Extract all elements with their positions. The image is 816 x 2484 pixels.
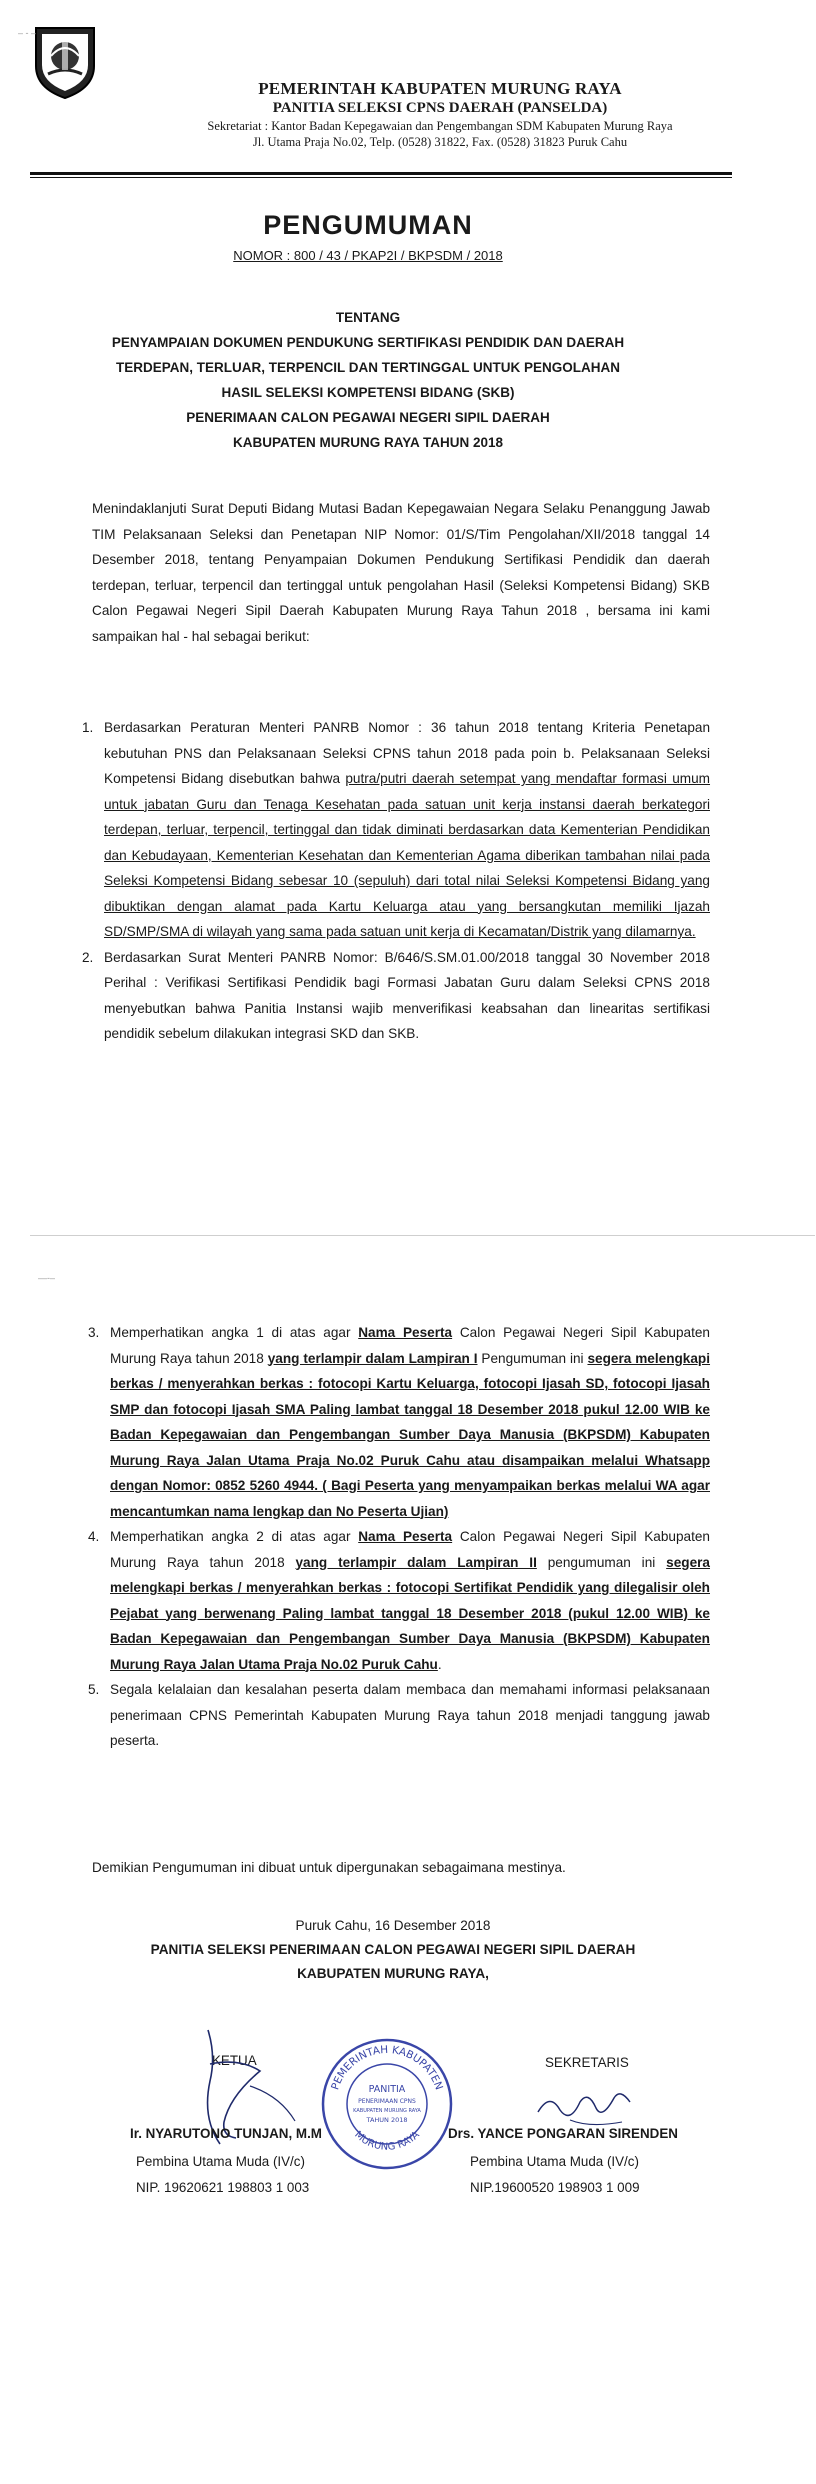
list-item <box>82 945 710 1047</box>
letterhead <box>120 78 760 150</box>
item-text <box>110 1524 710 1677</box>
secretariat-address: Sekretariat : Kantor Badan Kepegawaian dan Pengembangan SDM Kabupaten Murung Raya <box>207 119 673 133</box>
item-text-plain: pengumuman ini <box>536 1554 667 1570</box>
ketua-name: Ir. NYARUTONO TUNJAN, M.M <box>130 2126 322 2141</box>
item-text-plain: Memperhatikan angka 2 di atas agar <box>110 1529 359 1544</box>
document-number: NOMOR : 800 / 43 / PKAP2I / BKPSDM / 2018 <box>233 248 503 263</box>
item-text: Segala kelalaian dan kesalahan peserta dalam membaca dan memahami informasi pelaksanaan penerimaan CPNS Pemerintah Kabupaten Murung Raya tahun 2018 menjadi tanggung jawab peserta. <box>110 1682 710 1748</box>
item-text-underlined: Nama Peserta <box>358 1325 453 1340</box>
contact-address: Jl. Utama Praja No.02, Telp. (0528) 31822, Fax. (0528) 31823 Puruk Cahu <box>252 135 628 149</box>
official-stamp <box>318 2035 456 2173</box>
item-number: 5. <box>88 1682 100 1697</box>
committee-name-block <box>70 1938 716 1986</box>
item-text-underlined: yang terlampir dalam Lampiran II <box>295 1554 537 1570</box>
item-text-plain: . <box>437 1656 442 1672</box>
item-text-plain: Calon Pegawai Negeri Sipil Kabupaten Murung Raya tahun 2018 <box>110 1325 710 1366</box>
item-number: 3. <box>88 1325 100 1340</box>
regency-logo <box>32 22 98 100</box>
closing-paragraph: Demikian Pengumuman ini dibuat untuk dipergunakan sebagaimana mestinya. <box>92 1860 566 1875</box>
ketua-rank: Pembina Utama Muda (IV/c) <box>136 2154 305 2169</box>
numbered-list-part2 <box>88 1320 710 1754</box>
subject-block <box>70 305 666 455</box>
letterhead-rule-thin <box>30 177 732 178</box>
stamp-line: KABUPATEN MURUNG RAYA <box>353 2108 421 2114</box>
item-number: 4. <box>88 1529 100 1544</box>
sekretaris-nip: NIP.19600520 198903 1 009 <box>470 2180 640 2195</box>
scan-mark: – ‑ – <box>18 28 37 38</box>
ketua-nip: NIP. 19620621 198803 1 003 <box>136 2180 310 2195</box>
ketua-role: KETUA <box>212 2053 257 2068</box>
sekretaris-role: SEKRETARIS <box>545 2055 629 2070</box>
item-text-underlined: segera melengkapi berkas / menyerahkan berkas : fotocopi Kartu Keluarga, fotocopi Ijasah SD, fotocopi Ijasah SMP dan fotocopi Ijasah SMA Paling lambat tanggal 18 Desember 2018 pukul 12.00 WIB ke Badan Kepegawaian dan Pengembangan Sumber Daya Manusia (BKPSDM) Kabupaten Murung Raya Jalan Utama Praja No.02 Puruk Cahu atau disampaikan melalui Whatsapp dengan Nomor: 0852 5260 4944. ( Bagi Peserta yang menyampaikan berkas melalui WA agar mencantumkan nama lengkap dan No Peserta Ujian) <box>110 1350 711 1519</box>
item-number: 1. <box>82 720 94 735</box>
list-item <box>82 715 710 945</box>
list-item <box>88 1524 710 1677</box>
numbered-list-part1 <box>82 715 710 1047</box>
list-item <box>88 1677 710 1754</box>
item-text-plain: Memperhatikan angka 1 di atas agar <box>110 1325 359 1340</box>
committee-name: PANITIA SELEKSI CPNS DAERAH (PANSELDA) <box>272 100 608 116</box>
subject-line: HASIL SELEKSI KOMPETENSI BIDANG (SKB) <box>221 385 515 400</box>
subject-line: TERDEPAN, TERLUAR, TERPENCIL DAN TERTINGGAL UNTUK PENGOLAHAN <box>115 360 620 375</box>
sekretaris-rank: Pembina Utama Muda (IV/c) <box>470 2154 639 2169</box>
item-text-plain: Berdasarkan Peraturan Menteri PANRB Nomor : 36 tahun 2018 tentang Kriteria Penetapan kebutuhan PNS dan Pelaksanaan Seleksi CPNS tahun 2018 pada poin b. Pelaksanaan Seleksi Kompetensi Bidang disebutkan bahwa <box>104 720 710 786</box>
intro-paragraph: Menindaklanjuti Surat Deputi Bidang Mutasi Badan Kepegawaian Negara Selaku Penanggung Jawab TIM Pelaksanaan Seleksi dan Penetapan NIP Nomor: 01/S/Tim Pengolahan/XII/2018 tanggal 14 Desember 2018, tentang Penyampaian Dokumen Pendukung Sertifikasi Pendidik dan daerah terdepan, terluar, terpencil dan tertinggal untuk pengolahan Hasil (Seleksi Kompetensi Bidang) SKB Calon Pegawai Negeri Sipil Daerah Kabupaten Murung Raya Tahun 2018 , bersama ini kami sampaikan hal - hal sebagai berikut: <box>92 501 710 644</box>
stamp-line: PANITIA <box>368 2084 406 2095</box>
item-text-underlined: segera melengkapi berkas / menyerahkan berkas : fotocopi Sertifikat Pendidik yang dilegalisir oleh Pejabat yang berwenang Paling lambat tanggal 18 Desember 2018 (pukul 12.00 WIB) ke Badan Kepegawaian dan Pengembangan Sumber Daya Manusia (BKPSDM) Kabupaten Murung Raya Jalan Utama Praja No.02 Puruk Cahu <box>110 1554 710 1672</box>
sekretaris-name: Drs. YANCE PONGARAN SIRENDEN <box>448 2126 678 2141</box>
document-title: PENGUMUMAN <box>263 210 473 240</box>
stamp-bottom-text: MURUNG RAYA <box>352 2129 422 2153</box>
scan-mark: —‑– <box>38 1273 56 1283</box>
item-text-plain: Calon Pegawai Negeri Sipil Kabupaten Murung Raya tahun 2018 <box>110 1529 710 1570</box>
committee-line: PANITIA SELEKSI PENERIMAAN CALON PEGAWAI NEGERI SIPIL DAERAH <box>150 1942 636 1957</box>
stamp-top-text: PEMERINTAH KABUPATEN <box>329 2043 445 2092</box>
item-text-plain: Pengumuman ini <box>477 1350 588 1366</box>
item-number: 2. <box>82 949 94 965</box>
item-text-underlined: yang terlampir dalam Lampiran I <box>267 1350 478 1366</box>
subject-line: KABUPATEN MURUNG RAYA TAHUN 2018 <box>232 435 504 450</box>
committee-line: KABUPATEN MURUNG RAYA, <box>297 1966 489 1981</box>
item-text-underlined: putra/putri daerah setempat yang mendaftar formasi umum untuk jabatan Guru dan Tenaga Kesehatan pada satuan unit kerja instansi daerah berkategori terdepan, terluar, terpencil, tertinggal dan tidak diminati berdasarkan data Kementerian Pendidikan dan Kebudayaan, Kementerian Kesehatan dan Kementerian Agama diberikan tambahan nilai pada Seleksi Kompetensi Bidang sebesar 10 (sepuluh) dari total nilai Seleksi Kompetensi Bidang yang dibuktikan dengan alamat pada Kartu Keluarga atau yang bersangkutan memiliki Ijazah SD/SMP/SMA di wilayah yang sama pada satuan unit kerja di Kecamatan/Distrik yang dilamarnya. <box>104 771 711 939</box>
item-text <box>104 715 710 945</box>
subject-line: PENERIMAAN CALON PEGAWAI NEGERI SIPIL DAERAH <box>186 410 550 425</box>
page-break-line <box>30 1235 815 1236</box>
government-name: PEMERINTAH KABUPATEN MURUNG RAYA <box>258 79 622 98</box>
letterhead-rule-thick <box>30 172 732 175</box>
list-item <box>88 1320 710 1524</box>
place-date: Puruk Cahu, 16 Desember 2018 <box>295 1918 491 1933</box>
subject-line: PENYAMPAIAN DOKUMEN PENDUKUNG SERTIFIKASI PENDIDIK DAN DAERAH <box>111 335 625 350</box>
item-text: Berdasarkan Surat Menteri PANRB Nomor: B/646/S.SM.01.00/2018 tanggal 30 November 2018 Perihal : Verifikasi Sertifikasi Pendidik bagi Formasi Jabatan Guru dalam Seleksi CPNS 2018 menyebutkan bahwa Panitia Instansi wajib menverifikasi keabsahan dan linearitas sertifikasi pendidik sebelum dilakukan integrasi SKD dan SKB. <box>104 949 710 1041</box>
stamp-line: PENERIMAAN CPNS <box>358 2098 416 2105</box>
stamp-line: TAHUN 2018 <box>366 2116 408 2124</box>
subject-heading: TENTANG <box>335 310 401 325</box>
item-text <box>110 1320 710 1524</box>
item-text-underlined: Nama Peserta <box>358 1529 453 1544</box>
svg-text:MURUNG RAYA <box>352 2129 422 2152</box>
